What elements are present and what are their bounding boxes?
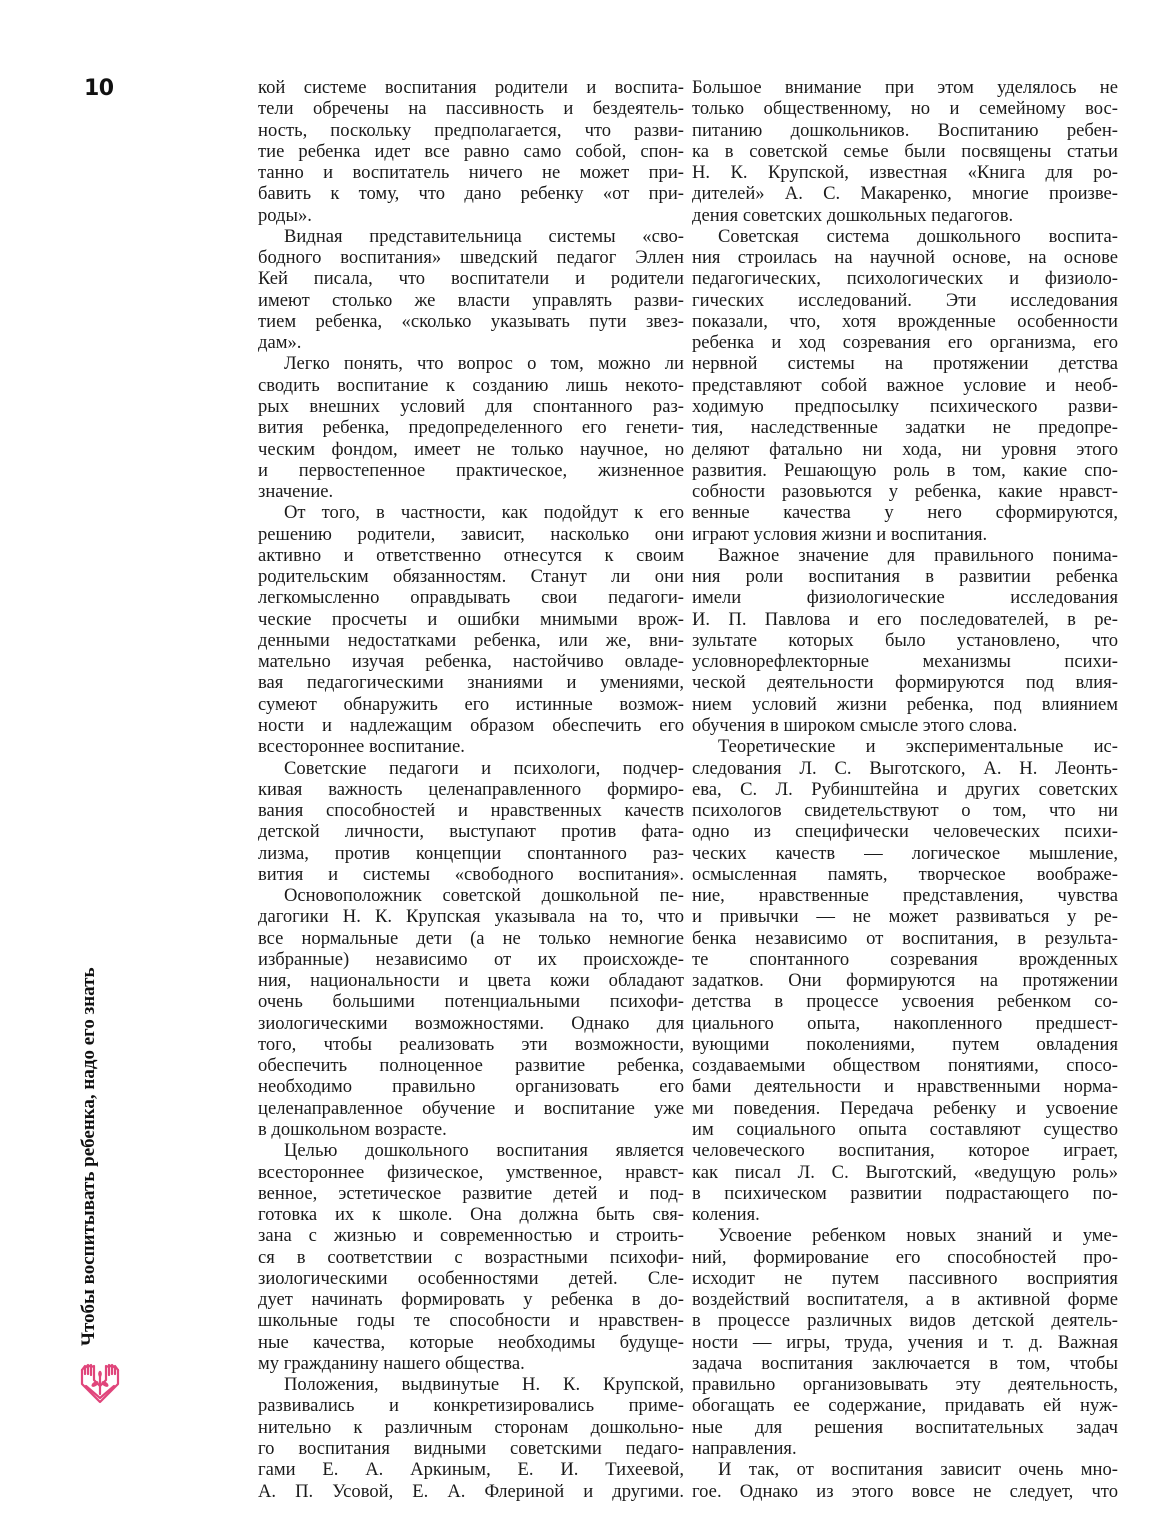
text-line: бами деятельности и нравственными норма- xyxy=(692,1076,1118,1098)
text-line: воздействий воспитателя, а в активной форме xyxy=(692,1289,1118,1311)
text-line: тели обречены на пассивность и бездеятель- xyxy=(258,98,684,120)
text-line: А. П. Усовой, Е. А. Флериной и другими. xyxy=(258,1480,684,1502)
text-line: вития и системы «свободного воспитания». xyxy=(258,863,684,885)
text-line: обогащать ее содержание, придавать ей нуж- xyxy=(692,1395,1118,1417)
text-line: условнорефлекторные механизмы психи- xyxy=(692,651,1118,673)
text-line: ности — игры, труда, учения и т. д. Важная xyxy=(692,1331,1118,1353)
text-line: венные качества у него сформируются, xyxy=(692,502,1118,524)
text-line: дагогики Н. К. Крупская указывала на то, что xyxy=(258,906,684,928)
text-line: ния, национальности и цвета кожи обладают xyxy=(258,970,684,992)
text-line: в процессе различных видов детской деятель- xyxy=(692,1310,1118,1332)
text-line: ка в советской семье были посвящены статьи xyxy=(692,140,1118,162)
text-line: одно из специфически человеческих психи- xyxy=(692,821,1118,843)
text-line: человеческого воспитания, которое играет, xyxy=(692,1140,1118,1162)
text-line: задатков. Они формируются на протяжении xyxy=(692,970,1118,992)
text-line: Основоположник советской дошкольной пе- xyxy=(284,885,684,907)
text-line: развития. Решающую роль в том, какие спо- xyxy=(692,459,1118,481)
text-line: ние, нравственные представления, чувства xyxy=(692,885,1118,907)
text-line: играют условия жизни и воспитания. xyxy=(692,523,988,545)
text-line: сумеют обнаружить его истинные возмож- xyxy=(258,693,684,715)
text-line: Важное значение для правильного понима- xyxy=(718,544,1118,566)
text-line: психологов свидетельствуют о том, что ни xyxy=(692,800,1118,822)
text-line: лизма, против концепции спонтанного раз- xyxy=(258,842,684,864)
text-line: Теоретические и экспериментальные ис- xyxy=(718,736,1118,758)
text-line: сводить воспитание к созданию лишь некото- xyxy=(258,374,684,396)
text-line: нервной системы на протяжении детства xyxy=(692,353,1118,375)
text-line: всестороннее физическое, умственное, нравст- xyxy=(258,1161,684,1183)
text-line: целенаправленное обучение и воспитание уже xyxy=(258,1097,684,1119)
text-line: бодного воспитания» шведский педагог Эллен xyxy=(258,247,684,269)
text-line: Советская система дошкольного воспита- xyxy=(718,225,1118,247)
text-line: Положения, выдвинутые Н. К. Крупской, xyxy=(284,1374,684,1396)
text-line: имеют столько же власти управлять разви- xyxy=(258,289,684,311)
text-line: кой системе воспитания родители и воспита- xyxy=(258,77,684,98)
text-line: детской личности, выступают против фата- xyxy=(258,821,684,843)
text-line: ния строилась на научной основе, на основе xyxy=(692,247,1118,269)
text-line: все нормальные дети (а не только немногие xyxy=(258,927,684,949)
text-line: Большое внимание при этом уделялось не xyxy=(692,77,1118,98)
text-line: вующими поколениями, путем овладения xyxy=(692,1033,1118,1055)
text-line: педагогических, психологических и физиоло- xyxy=(692,268,1118,290)
text-line: Видная представительница системы «сво- xyxy=(284,225,684,247)
text-line: активно и ответственно отнесутся к своим xyxy=(258,544,684,566)
text-line: исходит не путем пассивного восприятия xyxy=(692,1267,1118,1289)
text-line: И так, от воспитания зависит очень мно- xyxy=(718,1459,1118,1481)
text-line: в психическом развитии подрастающего по- xyxy=(692,1182,1118,1204)
text-line: обеспечить полноценное развитие ребенка, xyxy=(258,1055,684,1077)
running-title: Чтобы воспитывать ребенка, надо его знать xyxy=(78,967,99,1346)
text-line: как писал Л. С. Выготский, «ведущую роль» xyxy=(692,1161,1118,1183)
text-line: гами Е. А. Аркиным, Е. И. Тихеевой, xyxy=(258,1459,684,1481)
text-line: развивались и конкретизировались приме- xyxy=(258,1395,684,1417)
text-line: ные качества, которые необходимы будуще- xyxy=(258,1331,684,1353)
text-column-right xyxy=(692,77,1118,1502)
text-line: Усвоение ребенком новых знаний и уме- xyxy=(718,1225,1118,1247)
text-line: им социального опыта составляют существо xyxy=(692,1119,1118,1141)
text-line: зана с жизнью и современностью и строить- xyxy=(258,1225,684,1247)
text-line: создаваемыми обществом понятиями, спосо- xyxy=(692,1055,1118,1077)
text-line: легкомысленно оправдывать свои педагоги- xyxy=(258,587,684,609)
page-number: 10 xyxy=(84,76,114,101)
text-line: обучения в широком смысле этого слова. xyxy=(692,714,1018,736)
text-line: гое. Однако из этого вовсе не следует, что xyxy=(692,1480,1118,1502)
hands-sprout-logo-icon xyxy=(76,1360,124,1408)
text-line: ческих качеств — логическое мышление, xyxy=(692,842,1118,864)
text-line: ческим фондом, имеет не только научное, но xyxy=(258,438,684,460)
text-line: ева, С. Л. Рубинштейна и других советских xyxy=(692,778,1118,800)
text-line: вития ребенка, предопределенного его генети- xyxy=(258,417,684,439)
text-line: ность, поскольку предполагается, что разви- xyxy=(258,119,684,141)
text-line: коления. xyxy=(692,1204,760,1226)
text-line: очень большими потенциальными психофи- xyxy=(258,991,684,1013)
text-line: ся в соответствии с возрастными психофи- xyxy=(258,1246,684,1268)
text-line: те спонтанного созревания врожденных xyxy=(692,948,1118,970)
text-line: всестороннее воспитание. xyxy=(258,736,465,758)
text-column-left xyxy=(258,77,684,1502)
text-line: представляют собой важное условие и необ- xyxy=(692,374,1118,396)
text-line: денными недостатками ребенка, или же, вни- xyxy=(258,629,684,651)
text-line: бенка независимо от воспитания, в результа- xyxy=(692,927,1118,949)
text-line: тие ребенка идет все равно само собой, спон- xyxy=(258,140,684,162)
text-line: танно и воспитатель ничего не может при- xyxy=(258,162,684,184)
text-line: родительским обязанностям. Станут ли они xyxy=(258,566,684,588)
text-line: правильно организовывать эту деятельность, xyxy=(692,1374,1118,1396)
text-line: ности и надлежащим образом обеспечить его xyxy=(258,714,684,736)
text-line: Целью дошкольного воспитания является xyxy=(284,1140,684,1162)
text-line: тия, наследственные задатки не предопре- xyxy=(692,417,1118,439)
text-line: решению родители, зависит, насколько они xyxy=(258,523,684,545)
text-line: деляют фатально ни хода, ни уровня этого xyxy=(692,438,1118,460)
text-line: вая педагогическими знаниями и умениями, xyxy=(258,672,684,694)
text-line: гических исследований. Эти исследования xyxy=(692,289,1118,311)
text-line: в дошкольном возрасте. xyxy=(258,1119,447,1141)
text-line: ходимую предпосылку психического разви- xyxy=(692,395,1118,417)
text-line: кивая важность целенаправленного формиро- xyxy=(258,778,684,800)
text-line: му гражданину нашего общества. xyxy=(258,1352,525,1374)
text-line: школьные годы те способности и нравствен- xyxy=(258,1310,684,1332)
text-line: От того, в частности, как подойдут к его xyxy=(284,502,684,524)
text-line: тием ребенка, «сколько указывать пути звез- xyxy=(258,310,684,332)
text-line: ний, формирование его способностей про- xyxy=(692,1246,1118,1268)
text-line: Советские педагоги и психологи, подчер- xyxy=(284,757,684,779)
text-line: бавить к тому, что дано ребенку «от при- xyxy=(258,183,684,205)
text-line: необходимо правильно организовать его xyxy=(258,1076,684,1098)
text-line: ческой деятельности формируются под влия- xyxy=(692,672,1118,694)
text-line: мательно изучая ребенка, настойчиво овладе- xyxy=(258,651,684,673)
text-line: ребенка и ход созревания его организма, его xyxy=(692,332,1118,354)
text-line: венное, эстетическое развитие детей и под- xyxy=(258,1182,684,1204)
text-line: Кей писала, что воспитатели и родители xyxy=(258,268,684,290)
text-line: только общественному, но и семейному вос- xyxy=(692,98,1118,120)
text-line: ми поведения. Передача ребенку и усвоение xyxy=(692,1097,1118,1119)
text-line: дителей» А. С. Макаренко, многие произве- xyxy=(692,183,1118,205)
text-line: ные для решения воспитательных задач xyxy=(692,1416,1118,1438)
text-line: питанию дошкольников. Воспитанию ребен- xyxy=(692,119,1118,141)
text-line: дует начинать формировать у ребенка в до- xyxy=(258,1289,684,1311)
text-line: рых внешних условий для спонтанного раз- xyxy=(258,395,684,417)
text-line: и привычки — не может развиваться у ре- xyxy=(692,906,1118,928)
text-line: значение. xyxy=(258,481,334,503)
text-line: Легко понять, что вопрос о том, можно ли xyxy=(284,353,684,375)
text-line: зиологическими особенностями детей. Сле- xyxy=(258,1267,684,1289)
text-line: и первостепенное практическое, жизненное xyxy=(258,459,684,481)
text-line: нительно к различным сторонам дошкольно- xyxy=(258,1416,684,1438)
text-line: детства в процессе усвоения ребенком со- xyxy=(692,991,1118,1013)
text-line: вания способностей и нравственных качеств xyxy=(258,800,684,822)
text-line: задача воспитания заключается в том, чтобы xyxy=(692,1352,1118,1374)
text-line: И. П. Павлова и его последователей, в ре- xyxy=(692,608,1118,630)
text-line: Н. К. Крупской, известная «Книга для ро- xyxy=(692,162,1118,184)
text-line: нием условий жизни ребенка, под влиянием xyxy=(692,693,1118,715)
text-line: направления. xyxy=(692,1438,797,1459)
text-line: готовка их к школе. Она должна быть свя- xyxy=(258,1204,684,1226)
text-line: осмысленная память, творческое воображе- xyxy=(692,863,1118,885)
text-line: ния роли воспитания в развитии ребенка xyxy=(692,566,1118,588)
text-line: роды». xyxy=(258,204,312,226)
text-line: зультате которых было установлено, что xyxy=(692,629,1118,651)
text-line: избранные) независимо от их происхожде- xyxy=(258,948,684,970)
text-line: следования Л. С. Выготского, А. Н. Леонть- xyxy=(692,757,1118,779)
text-line: имели физиологические исследования xyxy=(692,587,1118,609)
text-line: дения советских дошкольных педагогов. xyxy=(692,204,1014,226)
text-line: того, чтобы реализовать эти возможности, xyxy=(258,1033,684,1055)
text-line: дам». xyxy=(258,332,302,354)
text-line: собности разовьются у ребенка, какие нравст- xyxy=(692,481,1118,503)
text-line: ческие просчеты и ошибки мнимыми врож- xyxy=(258,608,684,630)
text-line: го воспитания видными советскими педаго- xyxy=(258,1438,684,1459)
text-line: зиологическими возможностями. Однако для xyxy=(258,1012,684,1034)
text-line: циального опыта, накопленного предшест- xyxy=(692,1012,1118,1034)
text-line: показали, что, хотя врожденные особенности xyxy=(692,310,1118,332)
